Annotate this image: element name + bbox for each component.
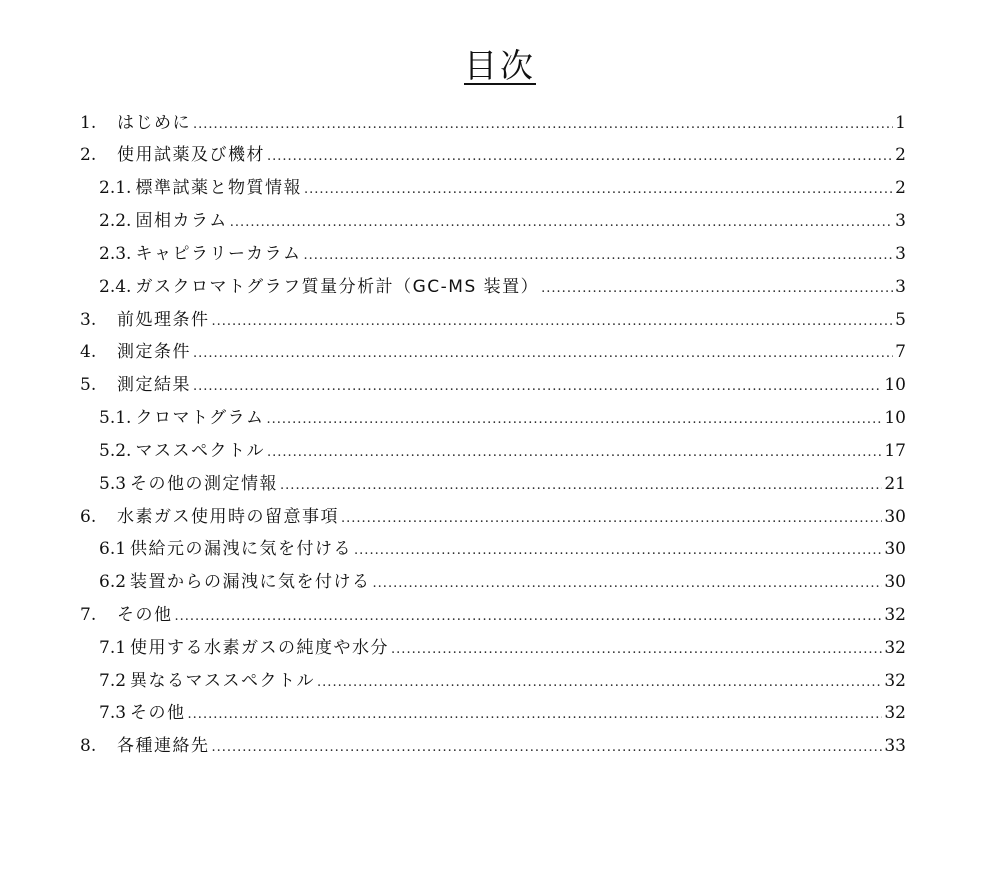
section-title: 各種連絡先 [117, 736, 210, 756]
section-number: 7. [80, 605, 97, 625]
dot-leader [193, 110, 893, 140]
dot-leader [341, 504, 882, 534]
dot-leader [230, 208, 893, 238]
page-number: 10 [884, 375, 906, 395]
page-number: 33 [884, 736, 906, 756]
page-number: 30 [884, 507, 906, 527]
section-title: その他の測定情報 [130, 474, 279, 494]
toc-entry-7-3 [99, 698, 906, 728]
toc-entry-2 [80, 140, 906, 170]
toc-entry-2-2 [99, 206, 906, 236]
toc-entry-4 [80, 337, 906, 367]
page-number: 3 [895, 211, 906, 231]
section-title: ガスクロマトグラフ質量分析計（GC-MS 装置） [135, 277, 540, 297]
dot-leader [212, 733, 883, 763]
page-number: 10 [884, 408, 906, 428]
page-number: 32 [884, 703, 906, 723]
section-title: 水素ガス使用時の留意事項 [117, 507, 339, 527]
page-number: 32 [884, 671, 906, 691]
section-number: 2. [80, 145, 97, 165]
dot-leader [193, 372, 882, 402]
page-number: 1 [895, 113, 906, 133]
page-number: 30 [884, 572, 906, 592]
section-title: その他 [117, 605, 173, 625]
page-number: 5 [895, 310, 906, 330]
section-number: 5. [80, 375, 97, 395]
section-number: 2.1. [99, 178, 132, 198]
toc-entry-5-1 [99, 403, 906, 433]
section-title: 固相カラム [135, 211, 228, 231]
toc-entry-7-1 [99, 633, 906, 663]
section-number: 2.2. [99, 211, 132, 231]
section-title: 異なるマススペクトル [130, 671, 316, 691]
section-number: 3. [80, 310, 97, 330]
section-number: 6.1 [99, 539, 127, 559]
section-number: 7.1 [99, 638, 127, 658]
toc-entry-1 [80, 108, 906, 138]
page-number: 30 [884, 539, 906, 559]
toc-entry-5-2 [99, 436, 906, 466]
toc-entry-2-4 [99, 272, 906, 302]
page-number: 32 [884, 638, 906, 658]
toc-entry-7 [80, 600, 906, 630]
dot-leader [280, 471, 882, 501]
section-title: キャピラリーカラム [135, 244, 302, 264]
page-number: 2 [895, 145, 906, 165]
section-number: 5.2. [99, 441, 132, 461]
section-number: 2.4. [99, 277, 132, 297]
section-title: 装置からの漏洩に気を付ける [130, 572, 371, 592]
table-of-contents [0, 108, 1000, 808]
page-number: 3 [895, 277, 906, 297]
section-number: 5.3 [99, 474, 127, 494]
dot-leader [267, 142, 893, 172]
section-number: 6.2 [99, 572, 127, 592]
section-title: 測定条件 [117, 342, 191, 362]
section-title: 供給元の漏洩に気を付ける [130, 539, 353, 559]
title-text: 目次 [464, 46, 536, 85]
section-number: 1. [80, 113, 97, 133]
toc-entry-2-1 [99, 173, 906, 203]
page-title [0, 44, 1000, 88]
toc-entry-5-3 [99, 469, 906, 499]
section-number: 7.3 [99, 703, 127, 723]
dot-leader [354, 536, 882, 566]
section-number: 7.2 [99, 671, 127, 691]
dot-leader [304, 175, 893, 205]
page-number: 2 [895, 178, 906, 198]
page-number: 21 [884, 474, 906, 494]
dot-leader [266, 405, 882, 435]
toc-entry-6-2 [99, 567, 906, 597]
section-title: 前処理条件 [117, 310, 210, 330]
dot-leader [212, 307, 894, 337]
dot-leader [391, 635, 882, 665]
toc-entry-2-3 [99, 239, 906, 269]
section-title: はじめに [117, 113, 191, 133]
page-number: 32 [884, 605, 906, 625]
dot-leader [193, 339, 893, 369]
dot-leader [267, 438, 882, 468]
dot-leader [303, 241, 893, 271]
toc-entry-5 [80, 370, 906, 400]
toc-entry-6 [80, 502, 906, 532]
section-number: 5.1. [99, 408, 132, 428]
section-title: 使用する水素ガスの純度や水分 [130, 638, 390, 658]
section-title: 標準試薬と物質情報 [135, 178, 302, 198]
page-number: 17 [884, 441, 906, 461]
dot-leader [317, 668, 882, 698]
section-title: 測定結果 [117, 375, 191, 395]
section-number: 2.3. [99, 244, 132, 264]
section-title: その他 [130, 703, 186, 723]
toc-entry-7-2 [99, 666, 906, 696]
section-title: マススペクトル [135, 441, 265, 461]
dot-leader [373, 569, 883, 599]
section-title: 使用試薬及び機材 [117, 145, 265, 165]
section-number: 4. [80, 342, 97, 362]
section-title: クロマトグラム [135, 408, 265, 428]
dot-leader [541, 274, 893, 304]
toc-entry-3 [80, 305, 906, 335]
page-number: 7 [895, 342, 906, 362]
toc-entry-6-1 [99, 534, 906, 564]
page-number: 3 [895, 244, 906, 264]
section-number: 8. [80, 736, 97, 756]
toc-entry-8 [80, 731, 906, 761]
dot-leader [175, 602, 883, 632]
section-number: 6. [80, 507, 97, 527]
dot-leader [188, 700, 883, 730]
